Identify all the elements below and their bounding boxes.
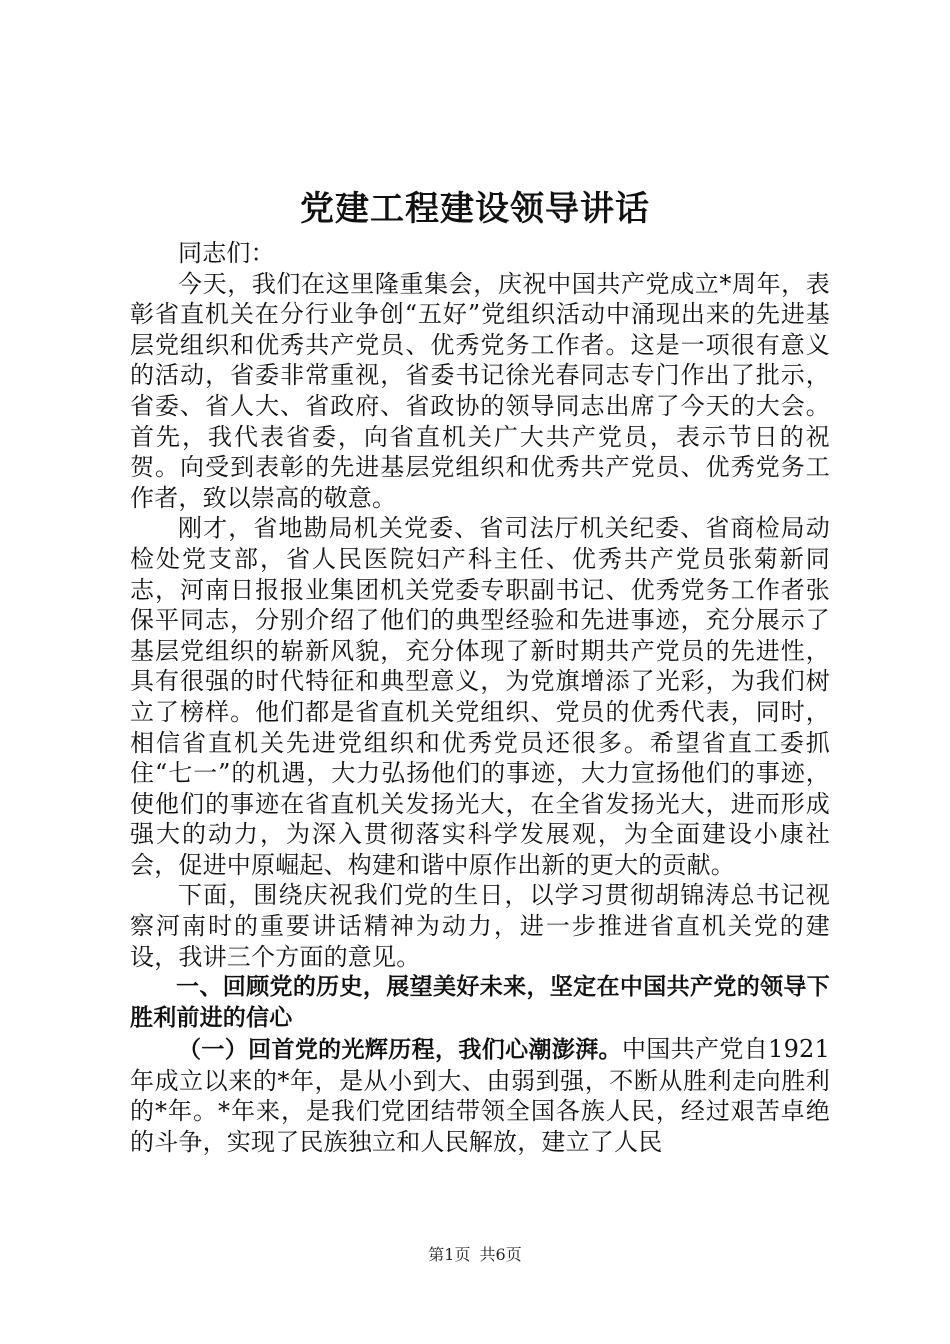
page-footer <box>0 1245 950 1265</box>
page-number: 第1页 <box>428 1245 471 1264</box>
subsection-paragraph-1 <box>130 1034 830 1157</box>
paragraph-1: 今天，我们在这里隆重集会，庆祝中国共产党成立*周年，表彰省直机关在分行业争创“五好”党组织活动中涌现出来的先进基层党组织和优秀共产党员、优秀党务工作者。这是一项很有意义的活动，省委非常重视，省委书记徐光春同志专门作出了批示，省委、省人大、省政府、省政协的领导同志出席了今天的大会。首先，我代表省委，向省直机关广大共产党员，表示节日的祝贺。向受到表彰的先进基层党组织和优秀共产党员、优秀党务工作者，致以崇高的敬意。 <box>130 269 830 512</box>
paragraph-2: 刚才，省地勘局机关党委、省司法厅机关纪委、省商检局动检处党支部，省人民医院妇产科主任、优秀共产党员张菊新同志，河南日报报业集团机关党委专职副书记、优秀党务工作者张保平同志，分别介绍了他们的典型经验和先进事迹，充分展示了基层党组织的崭新风貌，充分体现了新时期共产党员的先进性，具有很强的时代特征和典型意义，为党旗增添了光彩，为我们树立了榜样。他们都是省直机关党组织、党员的优秀代表，同时，相信省直机关先进党组织和优秀党员还很多。希望省直工委抓住“七一”的机遇，大力弘扬他们的事迹，大力宣扬他们的事迹，使他们的事迹在省直机关发扬光大，在全省发扬光大，进而形成强大的动力，为深入贯彻落实科学发展观，为全面建设小康社会，促进中原崛起、构建和谐中原作出新的更大的贡献。 <box>130 514 830 879</box>
subsection-text-1: 中国共产党自1921年成立以来的*年，是从小到大、由弱到强，不断从胜利走向胜利的*年。*年来，是我们党团结带领全国各族人民，经过艰苦卓绝的斗争，实现了民族独立和人民解放，建立了人民 <box>130 1035 831 1157</box>
salutation: 同志们： <box>178 239 275 267</box>
page-total: 共6页 <box>479 1245 522 1264</box>
subsection-heading-1: （一）回首党的光辉历程，我们心潮澎湃。 <box>178 1037 622 1064</box>
document-title: 党建工程建设领导讲话 <box>300 189 650 229</box>
section-heading-1: 一、回顾党的历史，展望美好未来，坚定在中国共产党的领导下胜利前进的信心 <box>130 974 830 1032</box>
document-body <box>130 238 830 1158</box>
paragraph-3: 下面，围绕庆祝我们党的生日，以学习贯彻胡锦涛总书记视察河南时的重要讲话精神为动力，进一步推进省直机关党的建设，我讲三个方面的意见。 <box>130 881 830 971</box>
